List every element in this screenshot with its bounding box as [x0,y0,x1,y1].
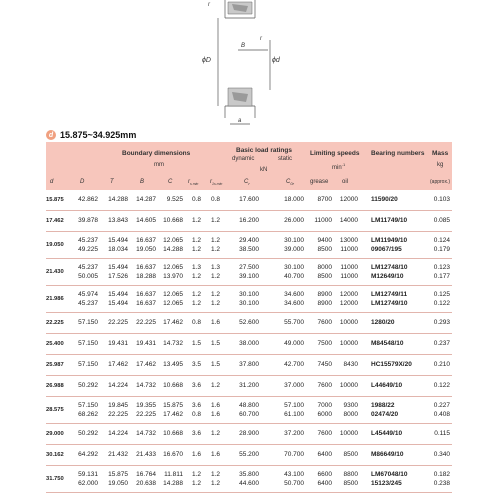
cell-value: 10000 [339,319,358,326]
cell-value: 0.8 [210,196,220,203]
cell-value: 1.3 [210,264,220,271]
cell-value: 9300 [343,402,358,409]
cell-value: 14.732 [163,340,183,347]
cell-value: 50.700 [284,480,304,487]
cell-value: 14.732 [136,382,156,389]
cell-d: 21.430 [46,269,64,275]
bearing-number: 1280/20 [371,319,395,326]
cell-value: 14000 [339,217,358,224]
col-Cr: $C_r$ [244,179,250,187]
cell-value: 55.700 [284,319,304,326]
bearing-number: LM12748/10 [371,264,408,271]
cell-value: 22.225 [136,319,156,326]
cell-value: 13.495 [163,361,183,368]
cell-value: 14.605 [136,217,156,224]
bearing-number: HC15579X/20 [371,361,412,368]
cell-value: 1.5 [210,340,220,347]
table-row [46,313,452,334]
cell-mass: 0.177 [433,273,450,280]
cell-mass: 0.123 [433,264,450,271]
cell-value: 14.287 [136,196,156,203]
cell-value: 50.005 [78,273,98,280]
cell-value: 22.225 [108,319,128,326]
cell-value: 7000 [317,402,332,409]
cell-value: 7600 [317,430,332,437]
cell-value: 8700 [317,196,332,203]
cell-value: 39.100 [239,273,259,280]
cell-value: 39.000 [284,246,304,253]
cell-value: 62.000 [78,480,98,487]
bearing-cross-section [190,0,300,130]
cell-value: 17.462 [163,411,183,418]
cell-mass: 0.124 [433,237,450,244]
cell-value: 6600 [317,471,332,478]
cell-value: 8000 [317,264,332,271]
bearing-number: 11590/20 [371,196,398,203]
cell-d: 19.050 [46,242,64,248]
col-oil: oil [342,179,349,185]
cell-value: 3.6 [191,430,201,437]
cell-value: 9.525 [166,196,183,203]
cell-value: 50.292 [78,430,98,437]
cell-value: 30.100 [239,291,259,298]
cell-value: 7600 [317,382,332,389]
cell-value: 44.600 [239,480,259,487]
bearing-diagram [190,0,300,130]
cell-d: 21.986 [46,296,64,302]
cell-value: 8000 [343,411,358,418]
cell-value: 1.2 [191,217,201,224]
bearing-table [46,142,452,493]
cell-value: 12000 [339,196,358,203]
cell-value: 43.100 [284,471,304,478]
header-load-unit: kN [260,167,268,173]
bearing-number: M12649/10 [371,273,404,280]
cell-value: 45.974 [78,291,98,298]
cell-value: 31.200 [239,382,259,389]
bearing-number: L45449/10 [371,430,403,437]
cell-value: 11000 [314,217,332,224]
cell-value: 19.845 [108,402,128,409]
bearing-number: 15123/245 [371,480,402,487]
cell-mass: 0.085 [433,217,450,224]
cell-value: 34.600 [284,291,304,298]
cell-d: 31.750 [46,476,64,482]
cell-value: 17.462 [163,319,183,326]
cell-value: 61.100 [284,411,304,418]
cell-value: 7450 [317,361,332,368]
cell-value: 14.288 [108,196,128,203]
cell-value: 15.875 [163,402,183,409]
table-row [46,232,452,259]
cell-mass: 0.408 [433,411,450,418]
cell-value: 16.200 [239,217,259,224]
cell-value: 7500 [317,340,332,347]
cell-value: 11000 [340,264,358,271]
cell-value: 3.6 [191,402,201,409]
bearing-number: LM11949/10 [371,237,408,244]
cell-value: 8500 [317,246,332,253]
bearing-number: M84548/10 [371,340,404,347]
header-boundary-unit: mm [154,162,164,168]
table-row [46,259,452,286]
cell-value: 6400 [317,451,332,458]
cell-value: 1.2 [210,300,220,307]
cell-value: 13.970 [163,273,183,280]
cell-value: 68.262 [78,411,98,418]
table-row [46,211,452,232]
cell-value: 9400 [317,237,332,244]
cell-value: 10.668 [163,382,183,389]
cell-value: 6400 [317,480,332,487]
cell-value: 40.700 [284,273,304,280]
table-row [46,376,452,397]
header-boundary: Boundary dimensions [122,150,191,157]
cell-value: 8500 [317,273,332,280]
cell-value: 19.050 [136,246,156,253]
cell-value: 1.2 [210,217,220,224]
cell-value: 1.2 [210,291,220,298]
cell-value: 64.292 [78,451,98,458]
cell-value: 38.000 [239,340,259,347]
cell-value: 1.2 [191,237,201,244]
col-C0r: $C_{0r}$ [286,179,294,187]
cell-value: 16.637 [136,237,156,244]
cell-value: 7600 [317,319,332,326]
header-mass-unit: kg [437,162,444,168]
cell-value: 12000 [339,291,358,298]
cell-value: 1.2 [210,246,220,253]
cell-value: 3.6 [191,382,201,389]
bearing-number: 02474/20 [371,411,399,418]
bearing-number: L44649/10 [371,382,403,389]
cell-value: 60.700 [239,411,259,418]
cell-value: 34.600 [284,300,304,307]
cell-value: 12000 [339,300,358,307]
cell-value: 30.100 [239,300,259,307]
col-rsmin: $r_{s min}$ [188,179,199,187]
col-D: D [80,179,85,185]
col-d: d [50,179,54,185]
cell-value: 18.288 [136,273,156,280]
cell-value: 14.224 [108,382,128,389]
cell-value: 1.2 [210,237,220,244]
header-mass: Mass [432,150,449,157]
cell-value: 21.433 [136,451,156,458]
table-row [46,397,452,424]
cell-value: 38.500 [239,246,259,253]
bearing-number: LM11749/10 [371,217,408,224]
cell-value: 8500 [343,451,358,458]
cell-value: 1.2 [191,480,201,487]
cell-d: 15.875 [46,197,64,203]
cell-value: 13000 [339,237,358,244]
cell-value: 18.034 [108,246,128,253]
cell-mass: 0.210 [433,361,450,368]
bearing-number: LM67048/10 [371,471,408,478]
cell-value: 18.000 [284,196,304,203]
table-row [46,424,452,445]
range-title: 15.875~34.925mm [60,130,137,140]
cell-d: 22.225 [46,320,64,326]
cell-value: 27.500 [239,264,259,271]
cell-value: 14.732 [136,430,156,437]
cell-value: 10.668 [163,217,183,224]
cell-value: 12.065 [163,291,183,298]
cell-d: 17.462 [46,218,64,224]
cell-mass: 0.293 [433,319,450,326]
cell-value: 19.431 [108,340,128,347]
cell-value: 57.150 [78,340,98,347]
label-phid: ϕd [272,57,280,64]
cell-value: 30.100 [284,264,304,271]
cell-mass: 0.237 [433,340,450,347]
cell-value: 0.8 [191,196,201,203]
cell-value: 12.065 [163,300,183,307]
cell-value: 49.225 [78,246,98,253]
cell-value: 1.6 [210,402,220,409]
cell-value: 8900 [317,291,332,298]
cell-value: 17.462 [136,361,156,368]
section-heading [46,130,136,140]
cell-value: 70.700 [284,451,304,458]
cell-value: 49.000 [284,340,304,347]
cell-value: 16.764 [136,471,156,478]
cell-mass: 0.227 [433,402,450,409]
header-bearing: Bearing numbers [371,150,425,157]
cell-d: 25.400 [46,341,64,347]
table-row [46,334,452,355]
cell-value: 10.668 [163,430,183,437]
cell-value: 35.800 [239,471,259,478]
col-r1smin: $r_{1s min}$ [210,179,223,187]
header-speed-unit: $\min^{-1}$ [332,162,346,171]
cell-mass: 0.182 [433,471,450,478]
cell-value: 16.637 [136,300,156,307]
header-static: static [278,156,293,162]
label-r1: r [208,2,210,8]
cell-value: 1.2 [210,273,220,280]
cell-value: 22.225 [108,411,128,418]
cell-value: 14.288 [163,246,183,253]
bearing-number: 1988/22 [371,402,395,409]
cell-mass: 0.179 [433,246,450,253]
cell-value: 16.637 [136,291,156,298]
table-row [46,466,452,493]
label-r2: r [260,36,262,42]
cell-value: 42.862 [78,196,98,203]
cell-value: 50.292 [78,382,98,389]
header-dynamic: dynamic [232,156,255,162]
table-header [46,142,452,190]
cell-value: 21.432 [108,451,128,458]
table-row [46,445,452,466]
cell-mass: 0.122 [433,300,450,307]
cell-value: 11.811 [164,471,183,478]
cell-value: 6000 [317,411,332,418]
cell-value: 57.150 [78,319,98,326]
cell-value: 29.400 [239,237,259,244]
cell-value: 1.5 [191,340,201,347]
cell-value: 20.638 [136,480,156,487]
cell-value: 0.8 [191,411,201,418]
cell-mass: 0.125 [433,291,450,298]
cell-value: 15.494 [108,237,128,244]
table-row [46,190,452,211]
col-approx: (approx.) [430,179,451,185]
table-row [46,286,452,313]
cell-value: 59.131 [78,471,98,478]
cell-value: 0.8 [191,319,201,326]
bearing-number: 09067/195 [371,246,402,253]
cell-d: 28.575 [46,407,64,413]
cell-value: 17.526 [108,273,128,280]
cell-mass: 0.122 [433,382,450,389]
table-row [46,355,452,376]
cell-mass: 0.103 [433,196,450,203]
bearing-number: LM12749/10 [371,300,408,307]
cell-value: 1.2 [191,300,201,307]
cell-value: 37.200 [284,430,304,437]
cell-value: 19.431 [136,340,156,347]
cell-value: 1.2 [210,471,220,478]
cell-value: 37.800 [239,361,259,368]
cell-value: 10000 [339,382,358,389]
cell-value: 8500 [343,480,358,487]
cell-value: 19.050 [108,480,128,487]
cell-value: 10000 [339,430,358,437]
cell-value: 48.800 [239,402,259,409]
cell-value: 8900 [317,300,332,307]
cell-value: 11000 [340,246,358,253]
cell-mass: 0.115 [434,430,450,437]
header-speeds: Limiting speeds [310,150,360,157]
cell-value: 17.462 [108,361,128,368]
cell-value: 3.5 [191,361,201,368]
cell-value: 39.878 [78,217,98,224]
cell-value: 57.150 [78,402,98,409]
cell-mass: 0.340 [433,451,450,458]
header-load: Basic load ratings [236,147,292,154]
cell-value: 16.670 [163,451,183,458]
table-body [46,190,452,493]
cell-value: 1.2 [210,430,220,437]
cell-value: 1.2 [210,382,220,389]
cell-value: 42.700 [284,361,304,368]
cell-value: 8800 [343,471,358,478]
cell-value: 8430 [343,361,358,368]
cell-value: 1.6 [210,411,220,418]
cell-value: 45.237 [78,264,98,271]
cell-value: 13.843 [108,217,128,224]
col-B: B [140,179,145,185]
cell-mass: 0.238 [433,480,450,487]
cell-value: 12.065 [163,237,183,244]
cell-value: 11000 [340,273,358,280]
cell-value: 15.494 [108,291,128,298]
col-T: T [110,179,114,185]
cell-value: 1.6 [210,319,220,326]
cell-value: 57.150 [78,361,98,368]
cell-value: 15.494 [108,264,128,271]
cell-value: 1.2 [191,471,201,478]
cell-value: 30.100 [284,237,304,244]
cell-value: 57.100 [284,402,304,409]
cell-value: 15.875 [108,471,128,478]
cell-value: 1.6 [191,451,201,458]
label-B: B [241,43,246,49]
cell-value: 45.237 [78,237,98,244]
label-a: a [238,118,242,124]
col-grease: grease [310,179,329,185]
cell-value: 22.225 [136,411,156,418]
cell-value: 55.200 [239,451,259,458]
bearing-number: LM12749/11 [371,291,408,298]
cell-value: 52.600 [239,319,259,326]
cell-value: 19.355 [136,402,156,409]
cell-value: 45.237 [78,300,98,307]
cell-value: 14.224 [108,430,128,437]
cell-value: 12.065 [163,264,183,271]
cell-value: 1.3 [191,264,201,271]
col-C: C [168,179,173,185]
cell-value: 1.5 [210,361,220,368]
cell-value: 17.600 [239,196,259,203]
cell-d: 30.162 [46,452,64,458]
cell-d: 29.000 [46,431,64,437]
cell-value: 1.2 [191,291,201,298]
cell-value: 1.2 [191,273,201,280]
cell-value: 26.000 [284,217,304,224]
cell-value: 1.2 [191,246,201,253]
cell-value: 15.494 [108,300,128,307]
cell-value: 14.288 [163,480,183,487]
cell-d: 26.988 [46,383,64,389]
cell-value: 28.900 [239,430,259,437]
label-phiD: ϕD [202,57,211,64]
cell-value: 37.000 [284,382,304,389]
cell-value: 1.2 [210,480,220,487]
cell-value: 10000 [339,340,358,347]
cell-value: 16.637 [136,264,156,271]
cell-d: 25.987 [46,362,64,368]
cell-value: 1.6 [210,451,220,458]
bearing-number: M86649/10 [371,451,404,458]
d-badge: d [46,130,56,140]
